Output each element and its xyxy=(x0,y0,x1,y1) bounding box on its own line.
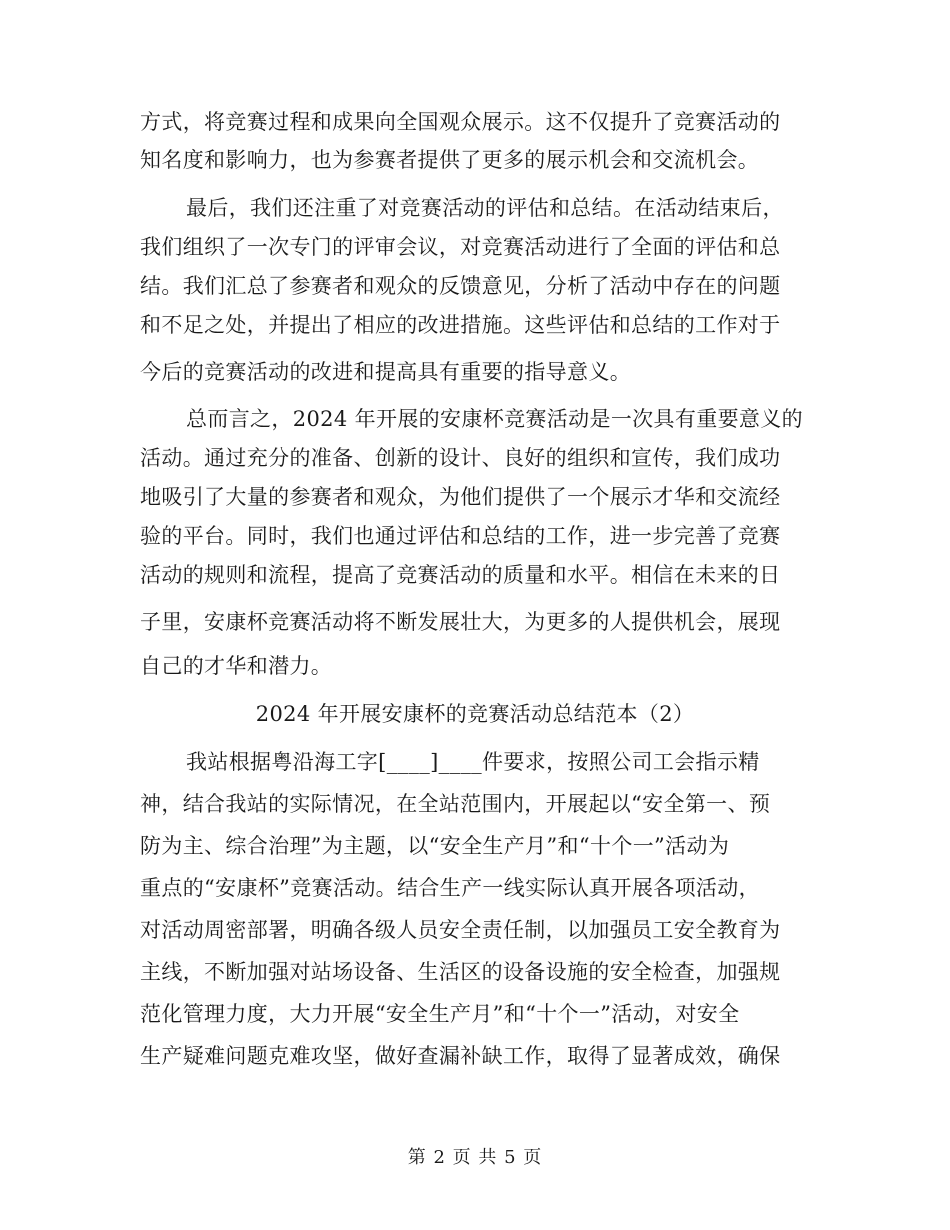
text-line: 总而言之，2024 年开展的安康杯竞赛活动是一次具有重要意义的 xyxy=(186,407,803,431)
text-line: 活动的规则和流程，提高了竞赛活动的质量和水平。相信在未来的日 xyxy=(140,563,781,587)
text-line: 范化管理力度，大力开展“安全生产月”和“十个一”活动，对安全 xyxy=(140,1002,740,1026)
text-line: 验的平台。同时，我们也通过评估和总结的工作，进一步完善了竞赛 xyxy=(140,524,781,548)
text-line: 自己的才华和潜力。 xyxy=(140,654,333,678)
page-number: 第 2 页 共 5 页 xyxy=(407,1147,543,1168)
text-line: 我们组织了一次专门的评审会议，对竞赛活动进行了全面的评估和总 xyxy=(140,235,781,259)
text-line: 结。我们汇总了参赛者和观众的反馈意见，分析了活动中存在的问题 xyxy=(140,274,781,298)
text-line: 重点的“安康杯”竞赛活动。结合生产一线实际认真开展各项活动， xyxy=(140,876,760,900)
text-line: 地吸引了大量的参赛者和观众，为他们提供了一个展示才华和交流经 xyxy=(140,485,781,509)
section-heading: 2024 年开展安康杯的竞赛活动总结范本（2） xyxy=(255,702,695,726)
text-line: 方式，将竞赛过程和成果向全国观众展示。这不仅提升了竞赛活动的 xyxy=(140,110,781,134)
text-line: 最后，我们还注重了对竞赛活动的评估和总结。在活动结束后， xyxy=(186,196,784,220)
text-line: 防为主、综合治理”为主题，以“安全生产月”和“十个一”活动为 xyxy=(140,834,730,858)
text-line: 子里，安康杯竞赛活动将不断发展壮大，为更多的人提供机会，展现 xyxy=(140,610,781,634)
text-line: 活动。通过充分的准备、创新的设计、良好的组织和宣传，我们成功 xyxy=(140,446,781,470)
text-line: 对活动周密部署，明确各级人员安全责任制，以加强员工安全教育为 xyxy=(140,918,781,942)
text-line: 主线，不断加强对站场设备、生活区的设备设施的安全检查，加强规 xyxy=(140,960,781,984)
text-line: 今后的竞赛活动的改进和提高具有重要的指导意义。 xyxy=(140,360,632,384)
text-line: 和不足之处，并提出了相应的改进措施。这些评估和总结的工作对于 xyxy=(140,313,781,337)
text-line: 我站根据粤沿海工字[____]____件要求，按照公司工会指示精 xyxy=(186,750,760,774)
text-line: 知名度和影响力，也为参赛者提供了更多的展示机会和交流机会。 xyxy=(140,148,760,172)
text-line: 神，结合我站的实际情况，在全站范围内，开展起以“安全第一、预 xyxy=(140,792,771,816)
text-line: 生产疑难问题克难攻坚，做好查漏补缺工作，取得了显著成效，确保 xyxy=(140,1044,781,1068)
